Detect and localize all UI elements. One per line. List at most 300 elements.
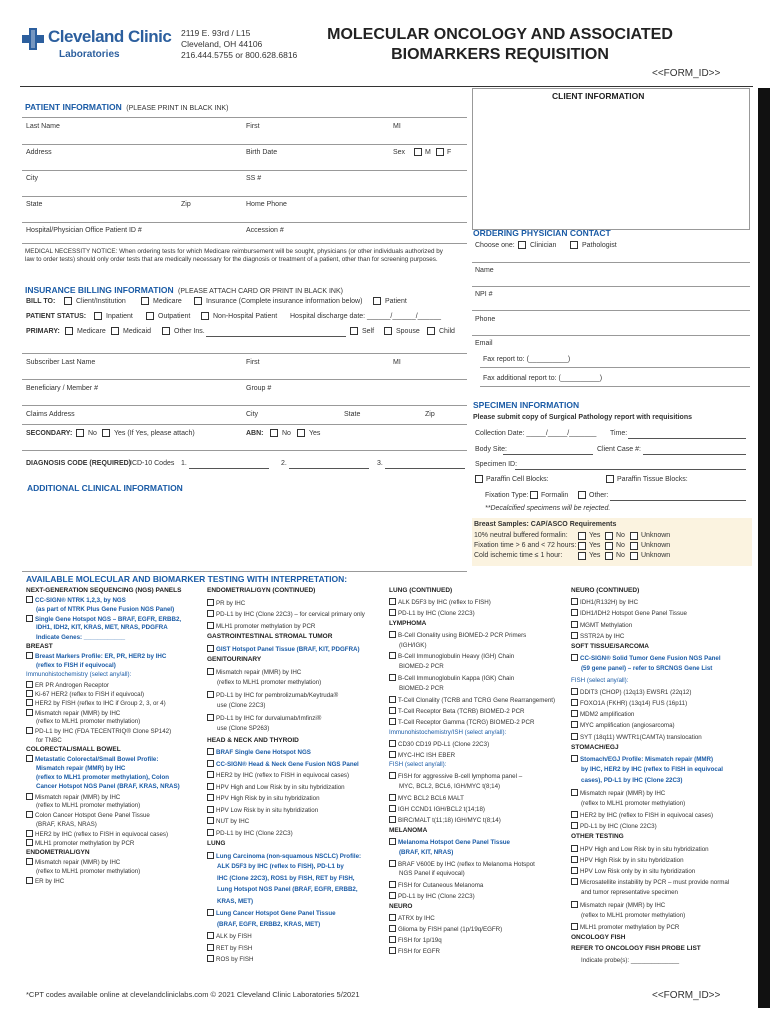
test-checkbox[interactable]	[207, 748, 214, 755]
test-checkbox[interactable]	[571, 845, 578, 852]
test-option[interactable]	[389, 652, 514, 661]
test-checkbox[interactable]	[571, 789, 578, 796]
paraffin-cell-checkbox[interactable]	[475, 475, 483, 483]
test-option[interactable]	[571, 867, 695, 876]
test-checkbox[interactable]	[571, 632, 578, 639]
test-option[interactable]	[207, 852, 361, 861]
test-option[interactable]	[389, 838, 510, 847]
test-checkbox[interactable]	[571, 654, 578, 661]
test-option[interactable]	[207, 622, 315, 631]
primary-child-checkbox[interactable]	[427, 327, 435, 335]
test-checkbox[interactable]	[26, 830, 33, 837]
test-checkbox[interactable]	[207, 932, 214, 939]
test-checkbox[interactable]	[571, 867, 578, 874]
test-option[interactable]	[571, 878, 729, 887]
test-option[interactable]	[571, 699, 687, 708]
test-text: IGH CCND1 IGH/BCL2 t(14;18)	[398, 806, 485, 813]
test-option[interactable]	[389, 772, 522, 781]
test-checkbox[interactable]	[207, 909, 214, 916]
test-option[interactable]	[571, 632, 624, 641]
test-text: BIOMED-2 PCR	[399, 663, 444, 671]
test-option[interactable]	[389, 936, 442, 945]
abn-no-checkbox[interactable]	[270, 429, 278, 437]
primary-spouse-label: Spouse	[396, 328, 420, 335]
test-option[interactable]	[571, 822, 657, 831]
test-option[interactable]	[207, 817, 249, 826]
test-checkbox[interactable]	[571, 755, 578, 762]
decalcified-note: **Decalcified specimens will be rejected.	[485, 505, 611, 512]
test-checkbox[interactable]	[26, 690, 33, 697]
test-checkbox[interactable]	[389, 925, 396, 932]
test-option[interactable]	[389, 718, 535, 727]
test-option-detail	[207, 898, 253, 906]
test-text: IDH1, IDH2, KIT, KRAS, MET, NRAS, PDGFRA	[36, 624, 168, 632]
test-checkbox[interactable]	[207, 817, 214, 824]
physician-phone-label: Phone	[475, 316, 496, 323]
test-section-heading	[389, 620, 426, 627]
test-text: Indicate probe(s): ______________	[581, 956, 680, 964]
primary-medicaid-checkbox[interactable]	[111, 327, 119, 335]
test-checkbox[interactable]	[26, 652, 33, 659]
test-option[interactable]	[571, 621, 632, 630]
test-checkbox[interactable]	[571, 733, 578, 740]
test-text: ALK D5F3 by IHC (reflex to FISH), PD-L1 by	[217, 863, 344, 870]
test-section-heading	[389, 587, 452, 594]
icd-2-input[interactable]	[289, 468, 369, 469]
test-option[interactable]	[207, 714, 321, 723]
test-option[interactable]	[207, 691, 338, 700]
test-option[interactable]	[571, 845, 709, 854]
test-option[interactable]	[207, 783, 345, 792]
test-text: (reflex to MLH1 promoter methylation)	[36, 717, 141, 725]
breast-req-yes-label: Yes	[589, 542, 601, 549]
test-option-detail	[207, 725, 269, 733]
test-option[interactable]	[389, 947, 440, 956]
test-checkbox[interactable]	[26, 709, 33, 716]
test-option-detail	[389, 685, 444, 693]
billing-note: (PLEASE ATTACH CARD OR PRINT IN BLACK INK)	[178, 288, 343, 295]
test-option[interactable]	[389, 598, 491, 607]
test-option[interactable]	[571, 609, 687, 618]
test-checkbox[interactable]	[26, 811, 33, 818]
test-option[interactable]	[26, 727, 171, 736]
test-option[interactable]	[207, 748, 311, 757]
test-option[interactable]	[207, 932, 252, 941]
test-checkbox[interactable]	[207, 760, 214, 767]
test-text: BRAF V600E by IHC (reflex to Melanoma Hotspot	[398, 860, 535, 868]
test-option-detail	[26, 802, 140, 810]
test-text: Lung Hotspot NGS Panel (BRAF, EGFR, ERBB2,	[217, 886, 358, 893]
clinician-checkbox[interactable]	[518, 241, 526, 249]
test-checkbox[interactable]	[26, 858, 33, 865]
test-checkbox[interactable]	[26, 596, 33, 603]
test-text: ER PR Androgen Receptor	[35, 681, 109, 689]
breast-req-unk-checkbox[interactable]	[630, 552, 638, 560]
test-checkbox[interactable]	[207, 806, 214, 813]
test-checkbox[interactable]	[571, 856, 578, 863]
test-option-detail	[571, 777, 682, 785]
test-text: HPV Low Risk by in situ hybridization	[216, 806, 319, 814]
test-option-detail	[26, 662, 116, 670]
test-section-heading	[571, 934, 625, 941]
test-option[interactable]	[26, 811, 150, 820]
test-option[interactable]	[26, 699, 166, 708]
test-option[interactable]	[389, 609, 475, 618]
test-option[interactable]	[26, 755, 158, 764]
test-text: (reflex to MLH1 promoter methylation)	[581, 911, 686, 919]
test-option[interactable]	[26, 877, 64, 886]
last-name-label: Last Name	[26, 123, 60, 130]
test-text: SSTR2A by IHC	[580, 632, 625, 640]
test-checkbox[interactable]	[207, 955, 214, 962]
test-checkbox[interactable]	[26, 681, 33, 688]
bill-patient-label: Patient	[385, 298, 407, 305]
test-checkbox[interactable]	[207, 852, 214, 859]
client-info-box[interactable]	[472, 88, 750, 230]
test-checkbox[interactable]	[207, 944, 214, 951]
bill-to-label: BILL TO:	[26, 298, 56, 305]
patient-status-label: PATIENT STATUS:	[26, 313, 87, 320]
test-option[interactable]	[571, 923, 679, 932]
primary-other-checkbox[interactable]	[162, 327, 170, 335]
test-option[interactable]	[389, 696, 555, 705]
breast-req-no-label: No	[616, 552, 625, 559]
home-phone-label: Home Phone	[246, 201, 287, 208]
test-option[interactable]	[389, 914, 435, 923]
breast-req-yes-checkbox[interactable]	[578, 532, 586, 540]
test-section-heading	[571, 587, 639, 594]
test-section-heading	[26, 849, 90, 856]
test-option[interactable]	[26, 652, 166, 661]
test-text: Mismatch repair (MMR) by IHC	[580, 789, 666, 797]
test-checkbox[interactable]	[571, 688, 578, 695]
accession-label: Accession #	[246, 227, 284, 234]
test-checkbox[interactable]	[207, 645, 214, 652]
specimen-id-label: Specimen ID:	[475, 461, 518, 468]
test-text: PD-L1 by IHC (Clone 22C3)	[580, 823, 657, 831]
breast-req-yes-label: Yes	[589, 552, 601, 559]
npi-label: NPI #	[475, 291, 493, 298]
test-checkbox[interactable]	[571, 609, 578, 616]
test-checkbox[interactable]	[389, 609, 396, 616]
test-section-heading	[389, 903, 412, 910]
claims-address-label: Claims Address	[26, 411, 75, 418]
test-checkbox[interactable]	[389, 772, 396, 779]
test-checkbox[interactable]	[571, 710, 578, 717]
bill-insurance-checkbox[interactable]	[194, 297, 202, 305]
test-option[interactable]	[207, 771, 349, 780]
test-text: HER2 by IHC (reflex to FISH in equivocal cases)	[216, 772, 350, 779]
test-option[interactable]	[571, 733, 702, 742]
test-text: CC-SIGN® Head & Neck Gene Fusion NGS Panel	[216, 760, 359, 768]
test-checkbox[interactable]	[207, 794, 214, 801]
test-option[interactable]	[389, 674, 514, 683]
test-option[interactable]	[389, 707, 525, 716]
brand-name: Cleveland Clinic	[48, 27, 172, 46]
test-checkbox[interactable]	[571, 699, 578, 706]
test-option[interactable]	[26, 709, 120, 718]
addr-line: 2119 E. 93rd / L15	[181, 28, 251, 38]
abn-yes-checkbox[interactable]	[297, 429, 305, 437]
body-site-label: Body Site:	[475, 446, 507, 453]
test-text: (BRAF, KIT, NRAS)	[399, 848, 454, 856]
test-checkbox[interactable]	[389, 598, 396, 605]
paraffin-tissue-checkbox[interactable]	[606, 475, 614, 483]
breast-req-yes-checkbox[interactable]	[578, 542, 586, 550]
test-checkbox[interactable]	[389, 838, 396, 845]
test-option[interactable]	[389, 860, 535, 869]
test-checkbox[interactable]	[389, 936, 396, 943]
test-checkbox[interactable]	[389, 881, 396, 888]
claims-state-label: State	[344, 411, 361, 418]
breast-req-unk-checkbox[interactable]	[630, 532, 638, 540]
test-option[interactable]	[389, 892, 475, 901]
test-option-detail	[207, 863, 344, 871]
test-checkbox[interactable]	[571, 811, 578, 818]
test-option[interactable]	[571, 789, 665, 798]
test-option[interactable]	[389, 794, 464, 803]
bill-client-checkbox[interactable]	[64, 297, 72, 305]
test-option[interactable]	[26, 681, 109, 690]
fixation-other-checkbox[interactable]	[578, 491, 586, 499]
test-option[interactable]	[207, 955, 253, 964]
test-checkbox[interactable]	[26, 877, 33, 884]
test-option[interactable]	[389, 631, 526, 640]
test-checkbox[interactable]	[26, 839, 33, 846]
clinician-label: Clinician	[530, 242, 557, 249]
formalin-checkbox[interactable]	[530, 491, 538, 499]
test-text: (reflex to MLH1 promoter methylation)	[217, 679, 322, 686]
test-option[interactable]	[389, 740, 489, 749]
test-section-heading	[207, 633, 332, 640]
breast-req-no-checkbox[interactable]	[605, 552, 613, 560]
test-option[interactable]	[389, 925, 502, 934]
test-text: PD-L1 by IHC (Clone 22C3) – for cervical primary only	[216, 611, 365, 618]
test-option[interactable]	[571, 721, 675, 730]
test-checkbox[interactable]	[207, 622, 214, 629]
test-checkbox[interactable]	[389, 740, 396, 747]
test-option-detail	[571, 912, 685, 920]
test-option-detail	[26, 765, 125, 773]
test-text: Cancer Hotspot NGS Panel (BRAF, KRAS, NRAS)	[36, 783, 180, 791]
test-option-detail	[389, 849, 453, 857]
test-option[interactable]	[571, 688, 691, 697]
test-option[interactable]	[26, 690, 144, 699]
fax-additional-label: Fax additional report to: (__________)	[483, 375, 603, 382]
test-text: OTHER TESTING	[571, 833, 624, 841]
test-checkbox[interactable]	[207, 714, 214, 721]
test-checkbox[interactable]	[207, 829, 214, 836]
test-checkbox[interactable]	[207, 771, 214, 778]
test-checkbox[interactable]	[26, 755, 33, 762]
breast-req-unk-label: Unknown	[641, 542, 671, 549]
medical-necessity-notice	[25, 248, 470, 264]
primary-self-label: Self	[362, 328, 375, 335]
secondary-no-checkbox[interactable]	[76, 429, 84, 437]
icd-3-label: 3.	[377, 460, 383, 467]
primary-self-checkbox[interactable]	[350, 327, 358, 335]
test-checkbox[interactable]	[571, 822, 578, 829]
test-checkbox[interactable]	[389, 674, 396, 681]
test-checkbox[interactable]	[571, 901, 578, 908]
test-text: Melanoma Hotspot Gene Panel Tissue	[398, 838, 510, 846]
breast-req-unk-checkbox[interactable]	[630, 542, 638, 550]
secondary-yes-checkbox[interactable]	[102, 429, 110, 437]
bill-insurance-label: Insurance (Complete insurance information below)	[206, 298, 363, 305]
breast-req-label: 10% neutral buffered formalin:	[474, 532, 568, 539]
test-section-heading	[207, 587, 315, 594]
test-option[interactable]	[26, 839, 134, 848]
pathologist-checkbox[interactable]	[570, 241, 578, 249]
test-text: FOXO1A (FKHR) (13q14) FUS (16p11)	[580, 700, 688, 707]
test-option[interactable]	[389, 816, 501, 825]
test-text: MLH1 promoter methylation by PCR	[216, 622, 316, 630]
test-option[interactable]	[207, 610, 365, 619]
test-option-detail	[571, 957, 679, 965]
test-option[interactable]	[207, 806, 318, 815]
test-option[interactable]	[389, 751, 455, 760]
test-text: MGMT Methylation	[580, 621, 633, 629]
test-checkbox[interactable]	[389, 816, 396, 823]
test-option-detail	[26, 606, 174, 614]
test-option[interactable]	[207, 794, 320, 803]
lab-address	[181, 28, 297, 61]
test-option[interactable]	[26, 596, 126, 605]
test-option[interactable]	[389, 881, 483, 890]
breast-req-no-label: No	[616, 542, 625, 549]
test-text: by IHC, HER2 by IHC (reflex to FISH in equivocal	[581, 766, 723, 774]
mi-label: MI	[393, 123, 401, 130]
secondary-yes-label: Yes (If Yes, please attach)	[114, 430, 195, 437]
icd-3-input[interactable]	[385, 468, 465, 469]
test-checkbox[interactable]	[571, 923, 578, 930]
test-option-detail	[571, 800, 685, 808]
test-checkbox[interactable]	[389, 631, 396, 638]
test-option[interactable]	[26, 615, 181, 624]
test-checkbox[interactable]	[571, 598, 578, 605]
test-option-detail	[26, 718, 140, 726]
status-nonhosp-checkbox[interactable]	[201, 312, 209, 320]
test-text: PD-L1 by IHC for durvalumab/Imfinzi®	[216, 714, 322, 722]
test-text: (BRAF, EGFR, ERBB2, KRAS, MET)	[217, 920, 321, 928]
test-checkbox[interactable]	[389, 794, 396, 801]
primary-label: PRIMARY:	[26, 328, 60, 335]
test-text: (IGH/IGK)	[399, 641, 427, 649]
test-checkbox[interactable]	[571, 621, 578, 628]
test-option[interactable]	[207, 829, 293, 838]
test-text: for TNBC	[36, 736, 62, 744]
test-option[interactable]	[207, 760, 359, 769]
test-checkbox[interactable]	[389, 860, 396, 867]
test-checkbox[interactable]	[26, 699, 33, 706]
abn-label: ABN:	[246, 430, 264, 437]
test-option[interactable]	[207, 944, 252, 953]
test-checkbox[interactable]	[389, 652, 396, 659]
primary-medicare-checkbox[interactable]	[65, 327, 73, 335]
test-checkbox[interactable]	[207, 691, 214, 698]
test-checkbox[interactable]	[26, 793, 33, 800]
test-option[interactable]	[571, 901, 665, 910]
test-text: BIRC/MALT t(11;18) IGH/MYC t(8;14)	[398, 816, 501, 824]
test-text: IHC (Clone 22C3), ROS1 by FISH, RET by FISH,	[217, 874, 355, 882]
test-checkbox[interactable]	[207, 668, 214, 675]
test-option[interactable]	[207, 909, 336, 918]
test-option[interactable]	[571, 654, 721, 663]
test-checkbox[interactable]	[389, 892, 396, 899]
test-checkbox[interactable]	[571, 878, 578, 885]
test-checkbox[interactable]	[207, 783, 214, 790]
test-option[interactable]	[207, 599, 245, 608]
bill-medicare-checkbox[interactable]	[141, 297, 149, 305]
test-text: PD-L1 by IHC (Clone 22C3)	[398, 893, 475, 901]
test-option[interactable]	[571, 755, 713, 764]
abn-yes-label: Yes	[309, 430, 321, 437]
breast-req-no-checkbox[interactable]	[605, 542, 613, 550]
form-title	[300, 25, 700, 65]
test-option[interactable]	[26, 858, 120, 867]
test-checkbox[interactable]	[26, 615, 33, 622]
test-text: PD-L1 by IHC (Clone 22C3)	[398, 609, 475, 617]
test-checkbox[interactable]	[207, 610, 214, 617]
status-outpatient-checkbox[interactable]	[146, 312, 154, 320]
test-text: Mismatch repair (MMR) by IHC	[580, 901, 666, 909]
breast-req-yes-checkbox[interactable]	[578, 552, 586, 560]
test-option[interactable]	[207, 668, 301, 677]
sex-m-checkbox[interactable]	[414, 148, 422, 156]
test-checkbox[interactable]	[26, 727, 33, 734]
test-checkbox[interactable]	[207, 599, 214, 606]
test-option[interactable]	[26, 793, 120, 802]
sex-f-checkbox[interactable]	[436, 148, 444, 156]
test-text: NEURO	[389, 903, 413, 911]
test-text: DDIT3 (CHOP) (12q13) EWSR1 (22q12)	[580, 688, 692, 696]
additional-clinical-heading: ADDITIONAL CLINICAL INFORMATION	[27, 483, 183, 493]
test-text: Indicate Genes: ____________	[36, 633, 126, 641]
test-section-heading	[571, 945, 701, 952]
test-text: FISH (select any/all):	[571, 676, 629, 684]
test-checkbox[interactable]	[389, 805, 396, 812]
test-option[interactable]	[207, 645, 360, 654]
test-option[interactable]	[571, 710, 634, 719]
fixation-type-label: Fixation Type:	[485, 492, 529, 499]
test-text: ENDOMETRIAL/GYN	[26, 848, 90, 856]
primary-spouse-checkbox[interactable]	[384, 327, 392, 335]
test-checkbox[interactable]	[389, 707, 396, 714]
claims-zip-label: Zip	[425, 411, 435, 418]
test-checkbox[interactable]	[389, 718, 396, 725]
test-subheading	[389, 729, 506, 736]
test-checkbox[interactable]	[389, 947, 396, 954]
bill-patient-checkbox[interactable]	[373, 297, 381, 305]
test-checkbox[interactable]	[389, 751, 396, 758]
test-option[interactable]	[26, 830, 168, 839]
breast-req-no-label: No	[616, 532, 625, 539]
test-checkbox[interactable]	[571, 721, 578, 728]
icd-1-input[interactable]	[189, 468, 269, 469]
test-option[interactable]	[571, 598, 638, 607]
test-text: HPV High and Low Risk by in situ hybridization	[580, 845, 709, 853]
test-checkbox[interactable]	[389, 696, 396, 703]
breast-req-no-checkbox[interactable]	[605, 532, 613, 540]
test-option[interactable]	[571, 811, 713, 820]
formalin-label: Formalin	[541, 492, 569, 499]
test-checkbox[interactable]	[389, 914, 396, 921]
test-option[interactable]	[571, 856, 684, 865]
bill-medicare-label: Medicare	[153, 298, 182, 305]
test-text: (BRAF, KRAS, NRAS)	[36, 820, 97, 828]
test-option[interactable]	[389, 805, 485, 814]
status-inpatient-checkbox[interactable]	[94, 312, 102, 320]
